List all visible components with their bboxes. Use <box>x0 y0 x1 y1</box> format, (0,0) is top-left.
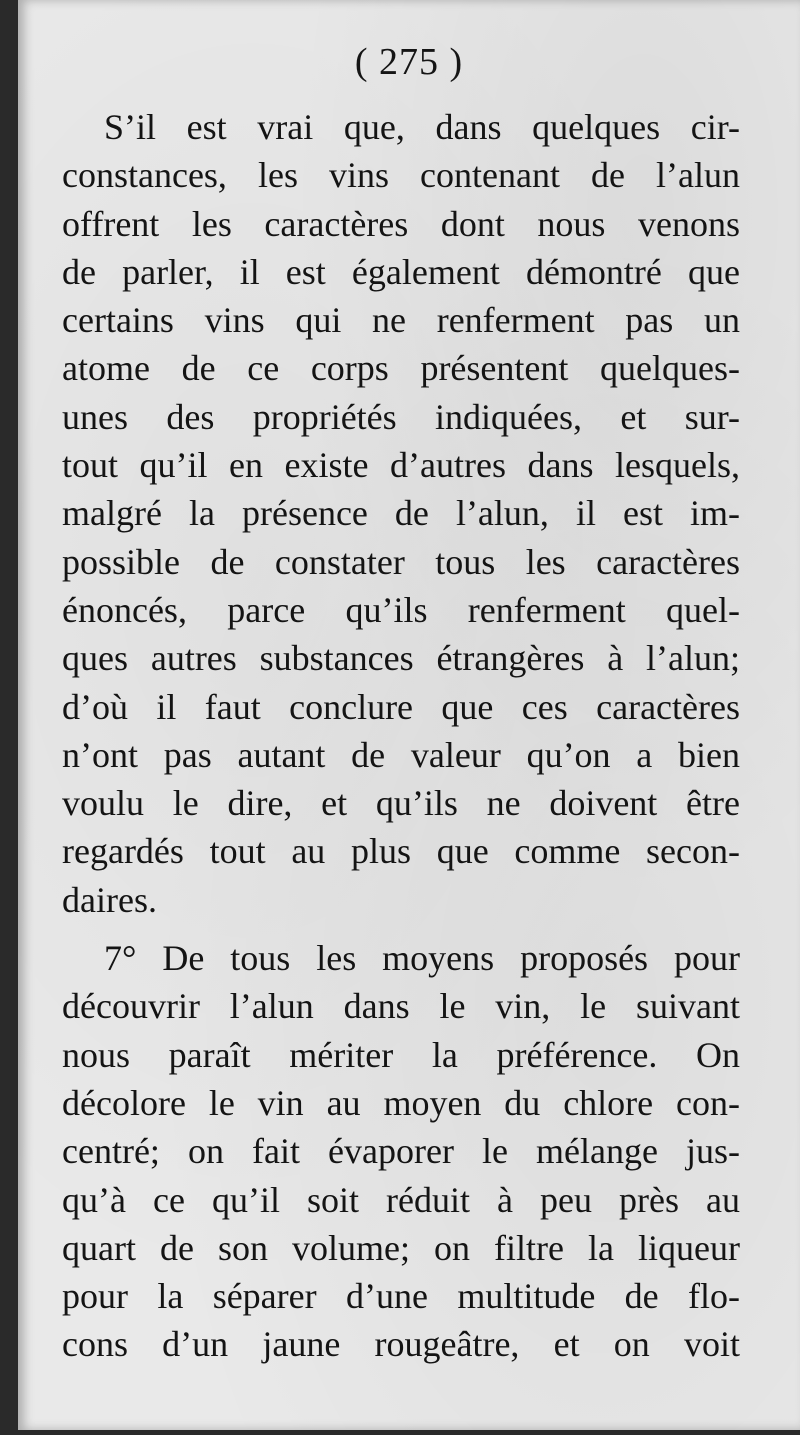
text-line: pour la séparer d’une multitude de flo- <box>62 1276 740 1317</box>
body-text <box>62 103 740 1369</box>
text-line: découvrir l’alun dans le vin, le suivant <box>62 986 740 1027</box>
text-line: décolore le vin au moyen du chlore con- <box>62 1082 740 1123</box>
text-line: certains vins qui ne renferment pas un <box>62 300 740 341</box>
text-line: 7° De tous les moyens proposés pour <box>104 938 740 979</box>
paragraph-gap <box>62 924 740 934</box>
text-line: possible de constater tous les caractères <box>62 541 740 582</box>
paragraph-2 <box>62 934 740 1369</box>
text-line: unes des propriétés indiquées, et sur- <box>62 396 740 437</box>
text-line: ques autres substances étrangères à l’alun; <box>62 638 740 679</box>
text-line: centré; on fait évaporer le mélange jus- <box>62 1131 740 1172</box>
text-line: daires. <box>62 879 157 920</box>
text-line: qu’à ce qu’il soit réduit à peu près au <box>62 1179 740 1220</box>
paragraph-1 <box>62 103 740 924</box>
text-line: malgré la présence de l’alun, il est im- <box>62 493 740 534</box>
page-number: ( 275 ) <box>354 41 464 83</box>
text-line: constances, les vins contenant de l’alun <box>62 155 740 196</box>
text-line: cons d’un jaune rougeâtre, et on voit <box>62 1324 740 1365</box>
text-line: regardés tout au plus que comme secon- <box>62 831 740 872</box>
book-page <box>18 0 800 1430</box>
text-line: nous paraît mériter la préférence. On <box>62 1034 740 1075</box>
text-line: S’il est vrai que, dans quelques cir- <box>104 107 740 147</box>
text-line: voulu le dire, et qu’ils ne doivent être <box>62 783 740 824</box>
text-line: n’ont pas autant de valeur qu’on a bien <box>62 734 740 775</box>
text-line: de parler, il est également démontré que <box>62 251 740 292</box>
text-line: atome de ce corps présentent quelques- <box>62 348 740 389</box>
text-line: tout qu’il en existe d’autres dans lesquels, <box>62 445 740 486</box>
text-line: énoncés, parce qu’ils renferment quel- <box>62 589 740 630</box>
text-line: d’où il faut conclure que ces caractères <box>62 686 740 727</box>
text-line: offrent les caractères dont nous venons <box>62 203 740 244</box>
text-line: quart de son volume; on filtre la liqueur <box>62 1227 740 1268</box>
